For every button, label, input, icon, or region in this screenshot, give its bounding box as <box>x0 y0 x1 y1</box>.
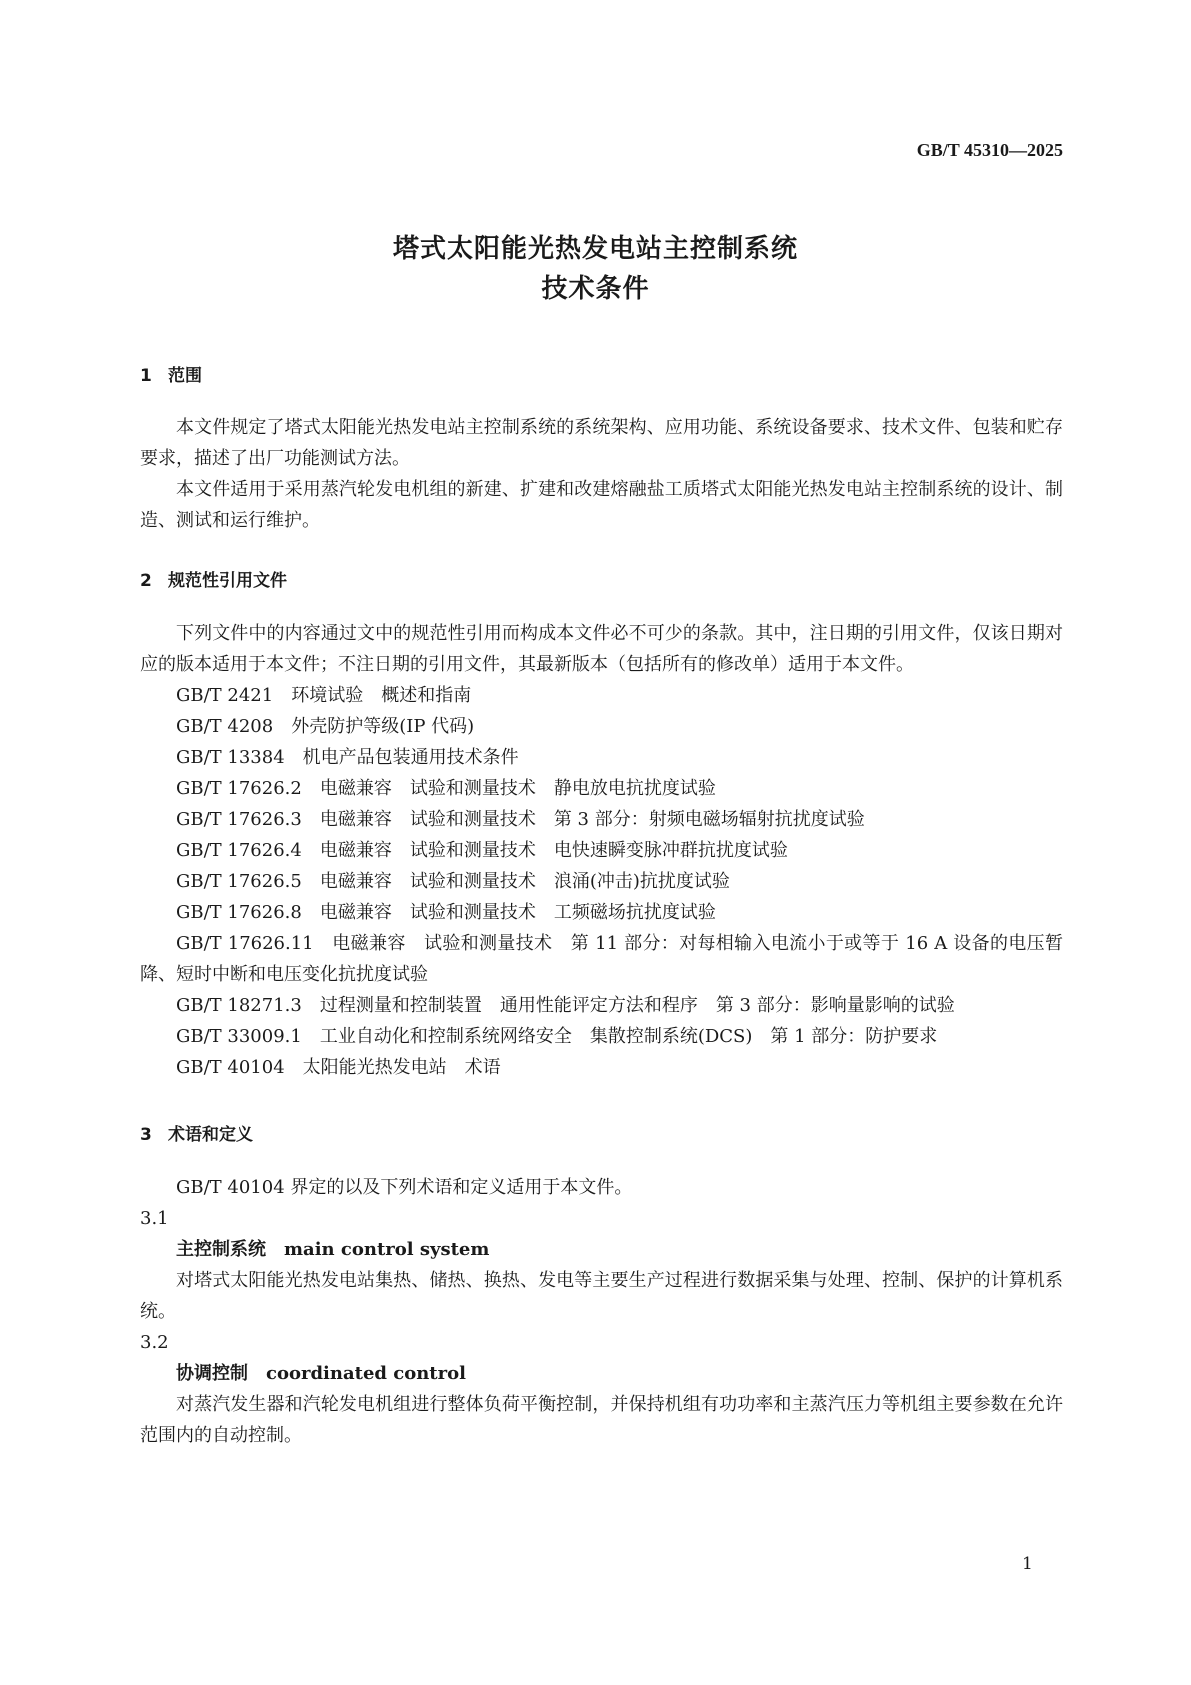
term-zh: 主控制系统 <box>176 1239 266 1260</box>
reference-item: GB/T 4208 外壳防护等级(IP 代码) <box>176 716 475 737</box>
reference-item: GB/T 17626.5 电磁兼容 试验和测量技术 浪涌(冲击)抗扰度试验 <box>176 871 730 892</box>
section-3-body <box>140 1172 1063 1451</box>
section-1-body <box>140 412 1063 536</box>
section-2-body <box>140 618 1063 1083</box>
term-number: 3.2 <box>140 1332 169 1353</box>
term-title <box>140 1234 1063 1265</box>
reference-item: GB/T 18271.3 过程测量和控制装置 通用性能评定方法和程序 第 3 部分：影响量影响的试验 <box>176 995 955 1016</box>
paragraph: 下列文件中的内容通过文中的规范性引用而构成本文件必不可少的条款。其中，注日期的引用文件，仅该日期对应的版本适用于本文件；不注日期的引用文件，其最新版本（包括所有的修改单）适用于本文件。 <box>140 623 1063 675</box>
term-zh: 协调控制 <box>176 1363 248 1384</box>
section-3-heading <box>140 1120 253 1145</box>
paragraph: 本文件规定了塔式太阳能光热发电站主控制系统的系统架构、应用功能、系统设备要求、技术文件、包装和贮存要求，描述了出厂功能测试方法。 <box>140 417 1063 469</box>
term-number: 3.1 <box>140 1208 169 1229</box>
reference-item: GB/T 40104 太阳能光热发电站 术语 <box>176 1057 501 1078</box>
term-title <box>140 1358 1063 1389</box>
section-2-heading <box>140 566 287 591</box>
section-number: 2 <box>140 571 152 591</box>
page-number: 1 <box>1022 1554 1033 1574</box>
section-title: 术语和定义 <box>168 1125 253 1145</box>
reference-item: GB/T 17626.8 电磁兼容 试验和测量技术 工频磁场抗扰度试验 <box>176 902 716 923</box>
section-number: 1 <box>140 366 152 386</box>
paragraph: 本文件适用于采用蒸汽轮发电机组的新建、扩建和改建熔融盐工质塔式太阳能光热发电站主控制系统的设计、制造、测试和运行维护。 <box>140 479 1063 531</box>
reference-item: GB/T 17626.3 电磁兼容 试验和测量技术 第 3 部分：射频电磁场辐射抗扰度试验 <box>176 809 865 830</box>
reference-item: GB/T 17626.11 电磁兼容 试验和测量技术 第 11 部分：对每相输入电流小于或等于 16 A 设备的电压暂降、短时中断和电压变化抗扰度试验 <box>140 933 1063 985</box>
document-title-line2: 技术条件 <box>541 274 650 304</box>
section-title: 范围 <box>168 366 202 386</box>
reference-item: GB/T 33009.1 工业自动化和控制系统网络安全 集散控制系统(DCS) 第 1 部分：防护要求 <box>176 1026 938 1047</box>
section-1-heading <box>140 361 202 386</box>
reference-item: GB/T 13384 机电产品包装通用技术条件 <box>176 747 519 768</box>
reference-item: GB/T 17626.2 电磁兼容 试验和测量技术 静电放电抗扰度试验 <box>176 778 716 799</box>
reference-item: GB/T 2421 环境试验 概述和指南 <box>176 685 472 706</box>
standard-number: GB/T 45310—2025 <box>916 140 1063 160</box>
reference-item: GB/T 17626.4 电磁兼容 试验和测量技术 电快速瞬变脉冲群抗扰度试验 <box>176 840 788 861</box>
term-definition: 对塔式太阳能光热发电站集热、储热、换热、发电等主要生产过程进行数据采集与处理、控制、保护的计算机系统。 <box>140 1270 1063 1322</box>
term-en: coordinated control <box>266 1363 466 1384</box>
paragraph: GB/T 40104 界定的以及下列术语和定义适用于本文件。 <box>176 1177 633 1198</box>
section-number: 3 <box>140 1125 152 1145</box>
term-en: main control system <box>284 1239 490 1260</box>
section-title: 规范性引用文件 <box>168 571 287 591</box>
term-definition: 对蒸汽发生器和汽轮发电机组进行整体负荷平衡控制，并保持机组有功功率和主蒸汽压力等机组主要参数在允许范围内的自动控制。 <box>140 1394 1063 1446</box>
document-title-line1: 塔式太阳能光热发电站主控制系统 <box>392 234 798 264</box>
